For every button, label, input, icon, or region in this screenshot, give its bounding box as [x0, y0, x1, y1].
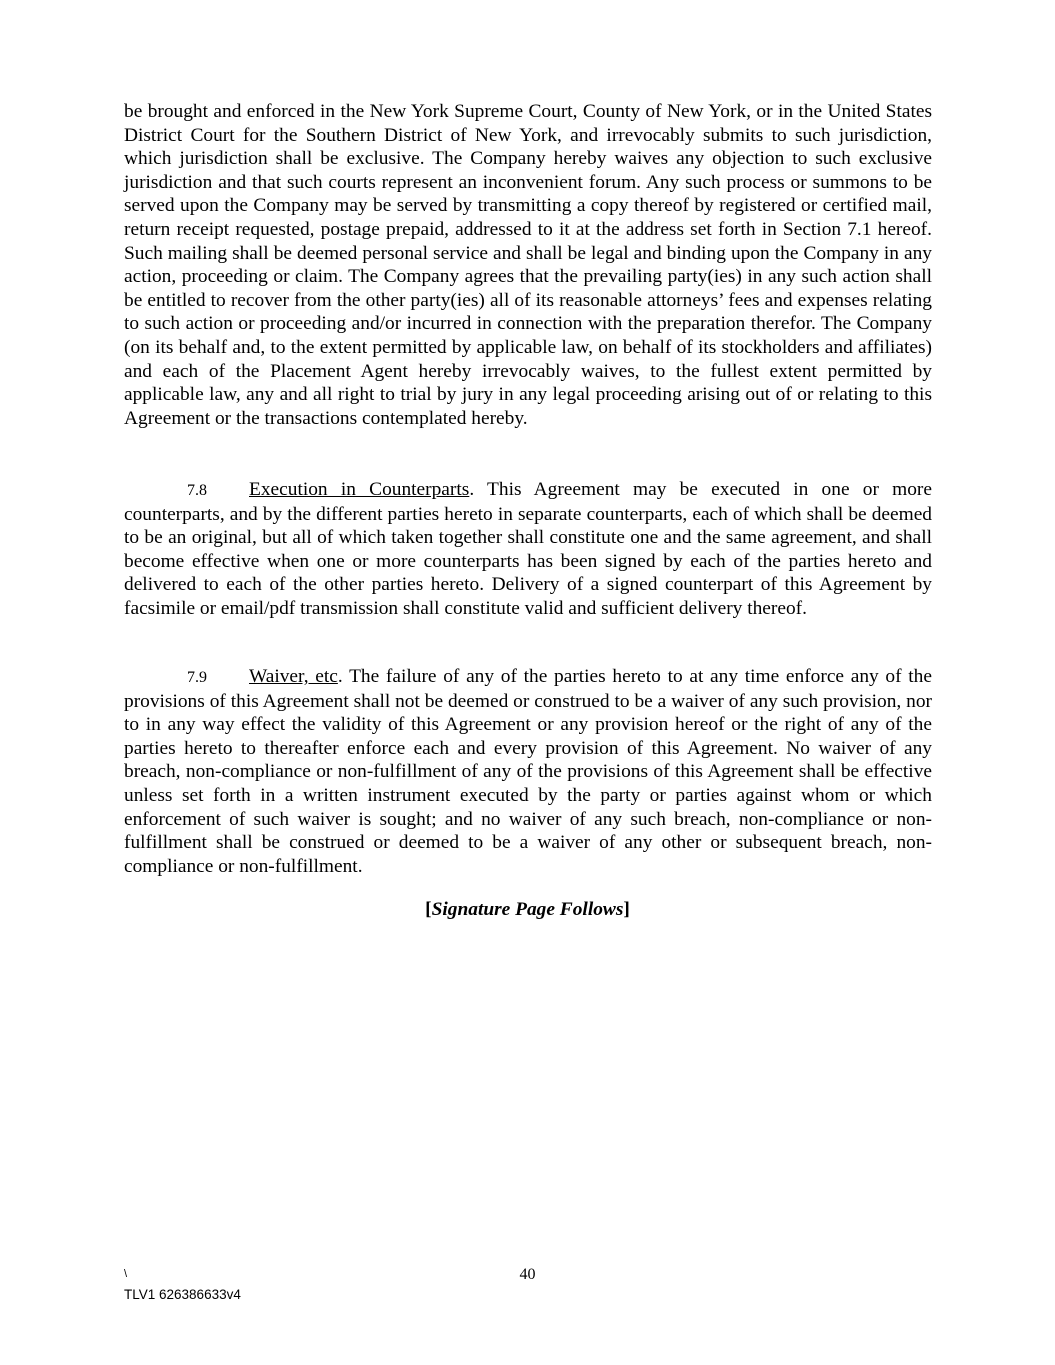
page-number: 40	[519, 1266, 536, 1283]
document-id: TLV1 626386633v4	[124, 1287, 241, 1302]
signature-page-note	[0, 899, 1055, 921]
section-number: 7.9	[187, 669, 207, 686]
section-text: . The failure of any of the parties hereto to at any time enforce any of the provisions of this Agreement shall not be deemed or construed to be a waiver of any such provision, nor to in any way effect the validity of this Agreement or any provision hereof or the right of any of the parties hereto to thereafter enforce each and every provision of this Agreement. No waiver of any breach, non-compliance or non-fulfillment of any of the provisions of this Agreement shall be effective unless set forth in a written instrument executed by the party or parties against whom or which enforcement of such waiver is sought; and no waiver of any such breach, non-compliance or non-fulfillment shall be construed or deemed to be a waiver of any other or subsequent breach, non-compliance or non-fulfillment.	[124, 666, 932, 877]
paragraph-continued: be brought and enforced in the New York Supreme Court, County of New York, or in the United States District Court for the Southern District of New York, and irrevocably submits to such jurisdiction, which jurisdiction shall be exclusive. The Company hereby waives any objection to such exclusive jurisdiction and that such courts represent an inconvenient forum. Any such process or summons to be served upon the Company may be served by transmitting a copy thereof by registered or certified mail, return receipt requested, postage prepaid, addressed to it at the address set forth in Section 7.1 hereof. Such mailing shall be deemed personal service and shall be legal and binding upon the Company in any action, proceeding or claim. The Company agrees that the prevailing party(ies) in any such action shall be entitled to recover from the other party(ies) all of its reasonable attorneys’ fees and expenses relating to such action or proceeding and/or incurred in connection with the preparation therefor. The Company (on its behalf and, to the extent permitted by applicable law, on behalf of its stockholders and affiliates) and each of the Placement Agent hereby irrevocably waives, to the fullest extent permitted by applicable law, any and all right to trial by jury in any legal proceeding arising out of or relating to this Agreement or the transactions contemplated hereby.	[124, 101, 932, 429]
section-7-9	[124, 665, 932, 878]
section-7-8	[124, 478, 932, 621]
section-title: Execution in Counterparts	[249, 479, 470, 500]
bracket-close: ]	[623, 899, 630, 920]
section-title: Waiver, etc	[249, 666, 338, 687]
section-number: 7.8	[187, 482, 207, 499]
bracket-open: [	[425, 899, 432, 920]
section-text: . This Agreement may be executed in one or more counterparts, and by the different parties hereto in separate counterparts, each of which shall be deemed to be an original, but all of which taken together shall constitute one and the same agreement, and shall become effective when one or more counterparts has been signed by each of the parties hereto and delivered to each of the other parties hereto. Delivery of a signed counterpart of this Agreement by facsimile or email/pdf transmission shall constitute valid and sufficient delivery thereof.	[124, 479, 932, 619]
footer-mark: \	[124, 1268, 128, 1280]
signature-note-text: Signature Page Follows	[431, 899, 624, 920]
